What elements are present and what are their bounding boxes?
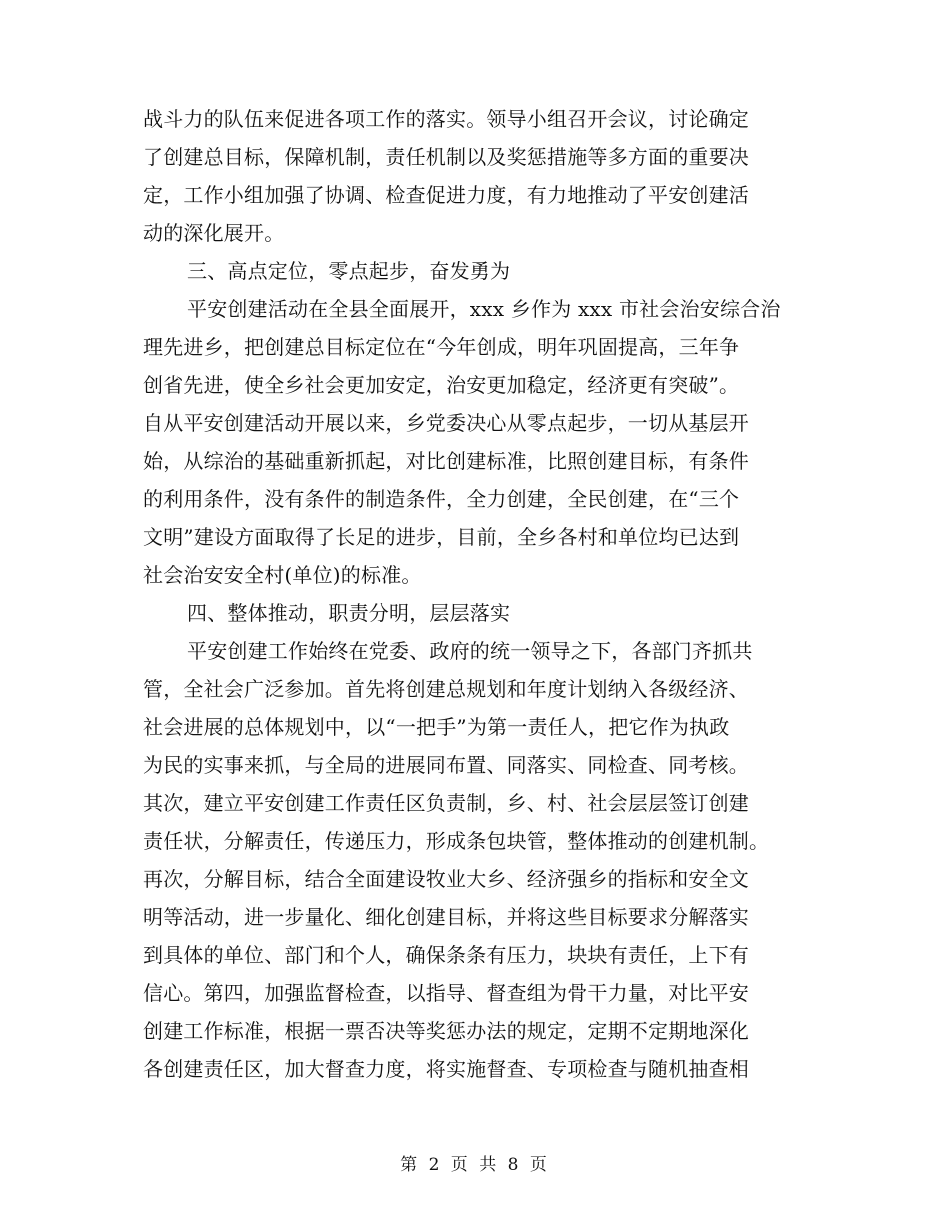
text-line: 社会治安安全村(单位)的标准。 [143,563,422,587]
text-line: 自从平安创建活动开展以来，乡党委决心从零点起步，一切从基层开 [143,411,749,435]
text-line: 各创建责任区，加大督查力度，将实施督查、专项检查与随机抽查相 [143,1057,749,1081]
text-line: 创建工作标准，根据一票否决等奖惩办法的规定，定期不定期地深化 [143,1019,749,1043]
text-line: 责任状，分解责任，传递压力，形成条包块管，整体推动的创建机制。 [143,829,770,853]
text-line: 四、整体推动，职责分明，层层落实 [187,601,511,625]
text-line: 始，从综治的基础重新抓起，对比创建标准，比照创建目标，有条件 [143,449,749,473]
text-line: 到具体的单位、部门和个人，确保条条有压力，块块有责任，上下有 [143,943,749,967]
text-line: 信心。第四，加强监督检查，以指导、督查组为骨干力量，对比平安 [143,981,749,1005]
text-line: 明等活动，进一步量化、细化创建目标，并将这些目标要求分解落实 [143,905,749,929]
text-line: 创省先进，使全乡社会更加安定，治安更加稳定，经济更有突破”。 [143,373,740,397]
text-line: 管，全社会广泛参加。首先将创建总规划和年度计划纳入各级经济、 [143,677,749,701]
text-line: 三、高点定位，零点起步，奋发勇为 [187,259,511,283]
text-line: 战斗力的队伍来促进各项工作的落实。领导小组召开会议，讨论确定 [143,107,749,131]
text-line: 了创建总目标，保障机制，责任机制以及奖惩措施等多方面的重要决 [143,145,749,169]
text-line: 定，工作小组加强了协调、检查促进力度，有力地推动了平安创建活 [143,183,749,207]
text-line: 社会进展的总体规划中，以“一把手”为第一责任人，把它作为执政 [143,715,730,739]
text-line: 的利用条件，没有条件的制造条件，全力创建，全民创建，在“三个 [143,487,740,511]
text-line: 为民的实事来抓，与全局的进展同布置、同落实、同检查、同考核。 [143,753,749,777]
text-line: 文明”建设方面取得了长足的进步，目前，全乡各村和单位均已达到 [143,525,740,549]
text-line: 动的深化展开。 [143,221,285,245]
text-line: 平安创建活动在全县全面展开，xxx 乡作为 xxx 市社会治安综合治 [187,297,781,321]
text-line: 其次，建立平安创建工作责任区负责制，乡、村、社会层层签订创建 [143,791,749,815]
page-footer: 第 2 页 共 8 页 [400,1155,550,1175]
text-line: 平安创建工作始终在党委、政府的统一领导之下，各部门齐抓共 [187,639,753,663]
text-line: 理先进乡，把创建总目标定位在“今年创成，明年巩固提高，三年争 [143,335,740,359]
text-line: 再次，分解目标，结合全面建设牧业大乡、经济强乡的指标和安全文 [143,867,749,891]
document-body [143,100,813,1088]
